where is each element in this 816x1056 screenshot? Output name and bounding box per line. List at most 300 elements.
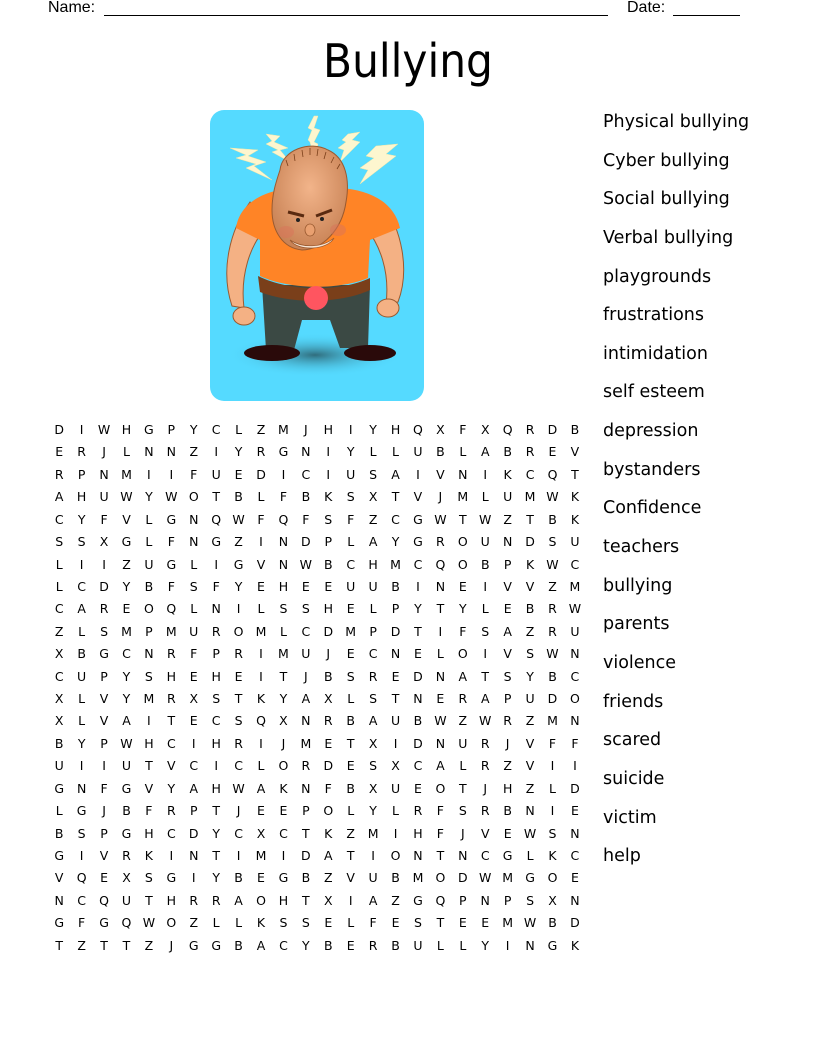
grid-letter[interactable]: A: [301, 691, 311, 707]
grid-letter[interactable]: E: [100, 870, 108, 886]
grid-letter[interactable]: Y: [481, 937, 490, 953]
grid-letter[interactable]: P: [503, 892, 512, 908]
grid-letter[interactable]: I: [191, 735, 196, 751]
grid-letter[interactable]: A: [256, 937, 266, 953]
grid-letter[interactable]: Q: [166, 601, 177, 617]
grid-letter[interactable]: R: [480, 803, 490, 819]
grid-letter[interactable]: M: [457, 489, 469, 505]
grid-letter[interactable]: D: [301, 534, 311, 550]
grid-letter[interactable]: K: [570, 489, 580, 505]
grid-letter[interactable]: J: [281, 735, 286, 751]
grid-letter[interactable]: I: [236, 601, 241, 617]
grid-letter[interactable]: Y: [212, 870, 220, 886]
grid-letter[interactable]: B: [323, 556, 333, 572]
grid-letter[interactable]: U: [390, 713, 401, 729]
grid-letter[interactable]: Q: [547, 466, 558, 482]
grid-letter[interactable]: A: [503, 623, 512, 639]
grid-letter[interactable]: W: [434, 713, 447, 729]
grid-letter[interactable]: B: [234, 937, 243, 953]
grid-letter[interactable]: M: [524, 489, 536, 505]
grid-letter[interactable]: Y: [369, 422, 377, 437]
grid-letter[interactable]: C: [166, 735, 176, 751]
grid-letter[interactable]: P: [391, 601, 400, 617]
grid-letter[interactable]: R: [323, 713, 333, 729]
grid-letter[interactable]: T: [414, 623, 422, 639]
grid-letter[interactable]: N: [502, 534, 513, 550]
grid-letter[interactable]: K: [279, 780, 288, 796]
grid-letter[interactable]: J: [483, 780, 488, 796]
grid-letter[interactable]: G: [233, 556, 244, 572]
grid-letter[interactable]: L: [347, 691, 355, 707]
grid-letter[interactable]: I: [348, 422, 353, 437]
grid-letter[interactable]: T: [55, 937, 64, 953]
grid-letter[interactable]: F: [190, 466, 198, 482]
grid-letter[interactable]: D: [570, 915, 580, 931]
grid-letter[interactable]: F: [167, 534, 175, 550]
grid-letter[interactable]: X: [436, 422, 445, 437]
grid-letter[interactable]: Z: [54, 623, 64, 639]
grid-letter[interactable]: A: [436, 758, 445, 774]
grid-letter[interactable]: Z: [256, 422, 266, 437]
grid-letter[interactable]: V: [99, 691, 109, 707]
grid-letter[interactable]: L: [459, 758, 467, 774]
grid-letter[interactable]: B: [436, 444, 445, 460]
grid-letter[interactable]: X: [548, 892, 557, 908]
grid-letter[interactable]: C: [77, 578, 86, 594]
grid-letter[interactable]: E: [503, 825, 512, 841]
grid-letter[interactable]: N: [189, 511, 199, 527]
grid-letter[interactable]: L: [78, 713, 86, 729]
grid-letter[interactable]: V: [99, 713, 109, 729]
grid-letter[interactable]: C: [368, 646, 378, 662]
grid-letter[interactable]: L: [190, 601, 198, 617]
grid-letter[interactable]: I: [438, 623, 443, 639]
grid-letter[interactable]: I: [416, 578, 420, 594]
grid-letter[interactable]: I: [371, 848, 375, 864]
grid-letter[interactable]: N: [525, 937, 535, 953]
grid-letter[interactable]: T: [302, 892, 310, 908]
grid-letter[interactable]: K: [525, 556, 535, 572]
grid-letter[interactable]: M: [255, 848, 267, 864]
grid-letter[interactable]: E: [279, 803, 288, 819]
grid-letter[interactable]: Z: [368, 511, 378, 527]
grid-letter[interactable]: L: [235, 915, 243, 931]
grid-letter[interactable]: L: [145, 511, 153, 527]
grid-letter[interactable]: E: [324, 578, 333, 594]
grid-letter[interactable]: S: [324, 511, 333, 527]
grid-letter[interactable]: N: [278, 534, 289, 550]
grid-letter[interactable]: L: [549, 780, 556, 796]
grid-letter[interactable]: J: [505, 735, 510, 751]
grid-letter[interactable]: H: [390, 422, 401, 437]
grid-letter[interactable]: R: [166, 691, 176, 707]
grid-letter[interactable]: B: [346, 780, 355, 796]
grid-letter[interactable]: A: [256, 780, 266, 796]
grid-letter[interactable]: K: [324, 489, 333, 505]
grid-letter[interactable]: T: [458, 511, 467, 527]
grid-letter[interactable]: H: [76, 489, 87, 505]
grid-letter[interactable]: O: [457, 534, 468, 550]
grid-letter[interactable]: B: [503, 803, 512, 819]
grid-letter[interactable]: A: [122, 713, 131, 729]
grid-letter[interactable]: L: [55, 556, 63, 572]
grid-letter[interactable]: Y: [212, 825, 220, 841]
grid-letter[interactable]: I: [393, 825, 398, 841]
grid-letter[interactable]: S: [481, 623, 490, 639]
grid-letter[interactable]: T: [167, 713, 176, 729]
grid-letter[interactable]: N: [211, 601, 221, 617]
grid-letter[interactable]: N: [166, 444, 176, 460]
grid-letter[interactable]: N: [76, 780, 87, 796]
grid-letter[interactable]: Q: [278, 511, 289, 527]
grid-letter[interactable]: F: [257, 511, 265, 527]
grid-letter[interactable]: B: [346, 713, 355, 729]
grid-letter[interactable]: U: [211, 466, 221, 482]
grid-letter[interactable]: I: [393, 735, 398, 751]
grid-letter[interactable]: U: [390, 780, 401, 796]
grid-letter[interactable]: N: [435, 668, 446, 684]
grid-letter[interactable]: E: [503, 601, 512, 617]
grid-letter[interactable]: O: [569, 691, 580, 707]
grid-letter[interactable]: N: [458, 848, 468, 864]
grid-letter[interactable]: J: [102, 803, 106, 819]
grid-letter[interactable]: U: [121, 892, 132, 908]
grid-letter[interactable]: B: [234, 489, 243, 505]
grid-letter[interactable]: L: [78, 623, 86, 639]
grid-letter[interactable]: C: [346, 556, 356, 572]
grid-letter[interactable]: U: [413, 444, 423, 460]
grid-letter[interactable]: N: [99, 466, 109, 482]
grid-letter[interactable]: L: [257, 758, 265, 774]
grid-letter[interactable]: Z: [391, 892, 400, 908]
grid-letter[interactable]: P: [302, 803, 310, 819]
grid-letter[interactable]: U: [480, 534, 490, 550]
grid-letter[interactable]: S: [189, 578, 198, 594]
grid-letter[interactable]: N: [525, 803, 535, 819]
grid-letter[interactable]: S: [212, 691, 221, 707]
grid-letter[interactable]: X: [54, 713, 64, 729]
grid-letter[interactable]: I: [259, 735, 263, 751]
grid-letter[interactable]: C: [525, 466, 535, 482]
grid-letter[interactable]: E: [391, 915, 400, 931]
grid-letter[interactable]: X: [368, 780, 378, 796]
grid-letter[interactable]: H: [211, 780, 221, 796]
grid-letter[interactable]: J: [236, 803, 241, 819]
grid-letter[interactable]: C: [122, 646, 131, 662]
grid-letter[interactable]: C: [54, 511, 64, 527]
grid-letter[interactable]: M: [143, 691, 155, 707]
grid-letter[interactable]: G: [502, 848, 513, 864]
grid-letter[interactable]: A: [77, 601, 86, 617]
grid-letter[interactable]: E: [324, 735, 333, 751]
grid-letter[interactable]: A: [234, 892, 243, 908]
grid-letter[interactable]: Z: [77, 937, 86, 953]
grid-letter[interactable]: S: [503, 668, 512, 684]
grid-letter[interactable]: V: [525, 735, 535, 751]
grid-letter[interactable]: Q: [435, 556, 446, 572]
grid-letter[interactable]: L: [392, 444, 400, 460]
grid-letter[interactable]: T: [436, 915, 445, 931]
grid-letter[interactable]: S: [144, 870, 153, 886]
grid-letter[interactable]: B: [548, 668, 557, 684]
grid-letter[interactable]: W: [232, 511, 245, 527]
grid-letter[interactable]: O: [435, 870, 446, 886]
grid-letter[interactable]: T: [302, 825, 310, 841]
grid-letter[interactable]: M: [367, 825, 379, 841]
grid-letter[interactable]: I: [79, 556, 84, 572]
grid-letter[interactable]: W: [165, 489, 178, 505]
grid-letter[interactable]: W: [479, 870, 492, 886]
grid-letter[interactable]: X: [323, 691, 333, 707]
grid-letter[interactable]: C: [166, 825, 176, 841]
grid-letter[interactable]: L: [392, 803, 400, 819]
grid-letter[interactable]: T: [436, 601, 445, 617]
grid-letter[interactable]: M: [345, 623, 357, 639]
grid-letter[interactable]: A: [368, 892, 378, 908]
grid-letter[interactable]: O: [457, 646, 468, 662]
grid-letter[interactable]: U: [346, 466, 356, 482]
grid-letter[interactable]: V: [570, 444, 580, 460]
grid-letter[interactable]: C: [301, 466, 311, 482]
grid-letter[interactable]: N: [435, 578, 446, 594]
grid-letter[interactable]: N: [301, 444, 311, 460]
grid-letter[interactable]: H: [323, 601, 333, 617]
grid-letter[interactable]: G: [188, 937, 199, 953]
grid-letter[interactable]: B: [54, 825, 64, 841]
grid-letter[interactable]: W: [299, 556, 313, 572]
grid-letter[interactable]: D: [570, 780, 580, 796]
grid-letter[interactable]: N: [301, 780, 311, 796]
grid-letter[interactable]: X: [323, 892, 333, 908]
grid-letter[interactable]: W: [120, 735, 133, 751]
grid-letter[interactable]: A: [323, 848, 333, 864]
grid-letter[interactable]: T: [526, 511, 534, 527]
grid-letter[interactable]: P: [324, 534, 333, 550]
grid-letter[interactable]: U: [121, 758, 132, 774]
grid-letter[interactable]: L: [122, 444, 130, 460]
grid-letter[interactable]: S: [369, 758, 378, 774]
grid-letter[interactable]: F: [279, 489, 288, 505]
grid-letter[interactable]: R: [458, 691, 468, 707]
grid-letter[interactable]: Z: [458, 713, 468, 729]
grid-letter[interactable]: P: [100, 735, 108, 751]
grid-letter[interactable]: P: [167, 422, 176, 437]
grid-letter[interactable]: J: [460, 825, 465, 841]
grid-letter[interactable]: N: [413, 691, 423, 707]
grid-letter[interactable]: O: [143, 601, 154, 617]
grid-letter[interactable]: M: [547, 713, 558, 729]
grid-letter[interactable]: Y: [77, 511, 86, 527]
grid-letter[interactable]: N: [570, 713, 580, 729]
grid-letter[interactable]: P: [503, 691, 512, 707]
grid-letter[interactable]: R: [413, 803, 423, 819]
grid-letter[interactable]: N: [458, 466, 468, 482]
grid-letter[interactable]: R: [301, 758, 311, 774]
grid-letter[interactable]: E: [548, 444, 557, 460]
grid-letter[interactable]: E: [570, 803, 579, 819]
grid-letter[interactable]: X: [54, 691, 64, 707]
grid-letter[interactable]: Q: [413, 422, 423, 437]
grid-letter[interactable]: S: [301, 915, 310, 931]
grid-letter[interactable]: C: [413, 556, 423, 572]
grid-letter[interactable]: M: [502, 870, 514, 886]
grid-letter[interactable]: B: [548, 511, 557, 527]
grid-letter[interactable]: H: [121, 422, 132, 437]
grid-letter[interactable]: E: [301, 578, 310, 594]
grid-letter[interactable]: V: [122, 511, 131, 527]
grid-letter[interactable]: D: [323, 623, 334, 639]
grid-letter[interactable]: B: [122, 803, 131, 819]
grid-letter[interactable]: R: [436, 534, 445, 550]
grid-letter[interactable]: A: [189, 780, 199, 796]
grid-letter[interactable]: B: [570, 422, 580, 437]
grid-letter[interactable]: N: [301, 713, 311, 729]
grid-letter[interactable]: W: [97, 422, 111, 437]
grid-letter[interactable]: B: [323, 668, 333, 684]
grid-letter[interactable]: W: [142, 915, 156, 931]
grid-letter[interactable]: L: [436, 937, 444, 953]
grid-letter[interactable]: K: [503, 466, 512, 482]
grid-letter[interactable]: W: [568, 601, 582, 617]
grid-letter[interactable]: G: [166, 556, 177, 572]
grid-letter[interactable]: J: [326, 646, 331, 662]
grid-letter[interactable]: V: [167, 758, 176, 774]
grid-letter[interactable]: I: [214, 556, 218, 572]
grid-letter[interactable]: R: [525, 422, 535, 437]
grid-letter[interactable]: Y: [167, 780, 176, 796]
grid-letter[interactable]: R: [54, 466, 64, 482]
grid-letter[interactable]: Y: [122, 668, 131, 684]
grid-letter[interactable]: V: [413, 489, 423, 505]
grid-letter[interactable]: Y: [234, 578, 243, 594]
grid-letter[interactable]: T: [234, 691, 243, 707]
grid-letter[interactable]: V: [503, 578, 512, 594]
grid-letter[interactable]: L: [347, 803, 355, 819]
grid-letter[interactable]: Q: [211, 511, 222, 527]
grid-letter[interactable]: S: [301, 601, 310, 617]
grid-letter[interactable]: S: [279, 601, 288, 617]
grid-letter[interactable]: J: [169, 937, 174, 953]
grid-letter[interactable]: A: [368, 534, 378, 550]
grid-letter[interactable]: I: [483, 646, 488, 662]
grid-letter[interactable]: R: [211, 892, 221, 908]
grid-letter[interactable]: U: [144, 556, 154, 572]
grid-letter[interactable]: G: [99, 646, 109, 662]
grid-letter[interactable]: G: [166, 511, 177, 527]
grid-letter[interactable]: R: [166, 803, 176, 819]
grid-letter[interactable]: S: [458, 803, 467, 819]
grid-letter[interactable]: R: [234, 735, 243, 751]
grid-letter[interactable]: W: [546, 489, 559, 505]
grid-letter[interactable]: U: [301, 646, 311, 662]
grid-letter[interactable]: R: [211, 623, 221, 639]
grid-letter[interactable]: F: [78, 915, 86, 931]
grid-letter[interactable]: L: [212, 915, 220, 931]
grid-letter[interactable]: I: [550, 803, 555, 819]
grid-letter[interactable]: Z: [503, 511, 512, 527]
grid-letter[interactable]: E: [458, 578, 467, 594]
grid-letter[interactable]: R: [189, 892, 199, 908]
grid-letter[interactable]: C: [211, 422, 221, 437]
grid-letter[interactable]: Y: [122, 691, 131, 707]
grid-letter[interactable]: W: [434, 511, 447, 527]
grid-letter[interactable]: U: [77, 668, 87, 684]
grid-letter[interactable]: D: [256, 466, 266, 482]
grid-letter[interactable]: M: [121, 623, 132, 639]
grid-letter[interactable]: O: [233, 623, 244, 639]
grid-letter[interactable]: T: [346, 735, 355, 751]
grid-letter[interactable]: R: [77, 444, 86, 460]
grid-letter[interactable]: C: [570, 556, 580, 572]
grid-letter[interactable]: Z: [234, 534, 243, 550]
grid-letter[interactable]: L: [55, 803, 63, 819]
grid-letter[interactable]: C: [413, 758, 423, 774]
grid-letter[interactable]: B: [301, 489, 311, 505]
grid-letter[interactable]: X: [391, 758, 400, 774]
grid-letter[interactable]: O: [278, 758, 289, 774]
grid-letter[interactable]: W: [479, 511, 492, 527]
grid-letter[interactable]: Y: [458, 601, 467, 617]
grid-letter[interactable]: I: [79, 848, 84, 864]
grid-letter[interactable]: R: [525, 444, 535, 460]
grid-letter[interactable]: I: [416, 466, 420, 482]
grid-letter[interactable]: I: [259, 534, 263, 550]
grid-letter[interactable]: U: [503, 489, 513, 505]
grid-letter[interactable]: G: [525, 870, 535, 886]
grid-letter[interactable]: R: [503, 713, 512, 729]
grid-letter[interactable]: I: [169, 848, 174, 864]
grid-letter[interactable]: E: [55, 444, 64, 460]
grid-letter[interactable]: W: [546, 556, 559, 572]
grid-letter[interactable]: O: [323, 803, 334, 819]
grid-letter[interactable]: F: [548, 735, 557, 751]
grid-letter[interactable]: F: [436, 825, 444, 841]
grid-letter[interactable]: F: [212, 578, 220, 594]
grid-letter[interactable]: V: [525, 578, 535, 594]
grid-letter[interactable]: H: [323, 422, 333, 437]
grid-letter[interactable]: S: [144, 668, 153, 684]
grid-letter[interactable]: S: [77, 825, 86, 841]
grid-letter[interactable]: K: [324, 825, 333, 841]
grid-letter[interactable]: I: [102, 758, 106, 774]
grid-letter[interactable]: I: [147, 466, 151, 482]
grid-letter[interactable]: F: [347, 511, 355, 527]
grid-letter[interactable]: L: [55, 578, 63, 594]
grid-letter[interactable]: D: [99, 578, 109, 594]
grid-letter[interactable]: C: [570, 848, 580, 864]
grid-letter[interactable]: N: [278, 556, 289, 572]
grid-letter[interactable]: W: [546, 646, 559, 662]
grid-letter[interactable]: O: [435, 780, 446, 796]
grid-letter[interactable]: H: [211, 735, 221, 751]
grid-letter[interactable]: T: [212, 489, 220, 505]
grid-letter[interactable]: N: [570, 825, 580, 841]
grid-letter[interactable]: N: [390, 646, 401, 662]
grid-letter[interactable]: M: [300, 735, 312, 751]
grid-letter[interactable]: L: [481, 489, 489, 505]
grid-letter[interactable]: B: [144, 578, 154, 594]
grid-letter[interactable]: S: [369, 466, 378, 482]
grid-letter[interactable]: H: [278, 892, 289, 908]
grid-letter[interactable]: I: [102, 556, 106, 572]
grid-letter[interactable]: P: [100, 668, 108, 684]
grid-letter[interactable]: Y: [391, 534, 400, 550]
grid-letter[interactable]: X: [368, 735, 378, 751]
grid-letter[interactable]: R: [480, 735, 490, 751]
grid-letter[interactable]: L: [347, 915, 355, 931]
grid-letter[interactable]: Z: [122, 556, 131, 572]
grid-letter[interactable]: G: [54, 915, 65, 931]
